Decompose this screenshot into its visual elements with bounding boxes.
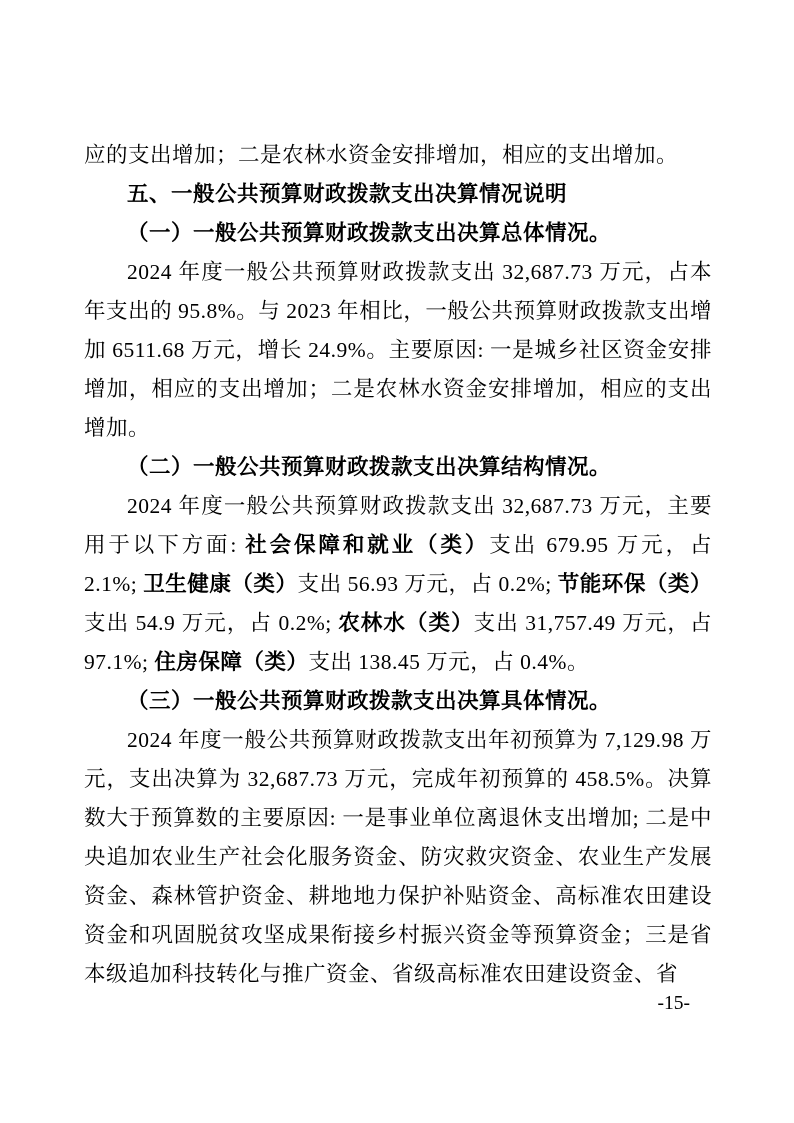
paragraph-structure	[84, 487, 712, 682]
bold-text-run: （三）一般公共预算财政拨款支出决算具体情况。	[127, 689, 612, 713]
bold-text-run: 节能环保（类）	[557, 572, 712, 596]
bold-text-run: 农林水（类）	[338, 611, 474, 635]
bold-text-run: 住房保障（类）	[154, 650, 309, 674]
bold-text-run: 卫生健康（类）	[143, 572, 298, 596]
text-run: 应的支出增加；二是农林水资金安排增加，相应的支出增加。	[84, 143, 679, 167]
bold-text-run: （二）一般公共预算财政拨款支出决算结构情况。	[127, 455, 612, 479]
text-run: 支出 54.9 万元，占 0.2%;	[84, 611, 339, 635]
subsection-heading-5-3	[84, 682, 712, 721]
text-run: 支出 679.95 万元，占 2.1%;	[84, 533, 712, 596]
subsection-heading-5-2	[84, 448, 712, 487]
text-run: 2024 年度一般公共预算财政拨款支出 32,687.73 万元，占本年支出的 95.8%。与 2023 年相比，一般公共预算财政拨款支出增加 6511.68 万元，增长 24.9%。主要原因: 一是城乡社区资金安排增加，相应的支出增加；二是农林水资金安排增加，相应的支出增加。	[84, 260, 712, 440]
paragraph-detail	[84, 721, 712, 994]
subsection-heading-5-1	[84, 214, 712, 253]
bold-text-run: 五、一般公共预算财政拨款支出决算情况说明	[127, 182, 568, 206]
document-text-block	[84, 136, 712, 994]
paragraph-continuation	[84, 136, 712, 175]
text-run: 2024 年度一般公共预算财政拨款支出年初预算为 7,129.98 万元，支出决算为 32,687.73 万元，完成年初预算的 458.5%。决算数大于预算数的主要原因: 一是事业单位离退休支出增加; 二是中央追加农业生产社会化服务资金、防灾救灾资金、农业生产发展资金、森林管护资金、耕地地力保护补贴资金、高标准农田建设资金和巩固脱贫攻坚成果衔接乡村振兴资金等预算资金；三是省本级追加科技转化与推广资金、省级高标准农田建设资金、省	[84, 728, 712, 986]
text-run: 2024 年度一般公共预算财政拨款支出 32,687.73 万元，主要用于以下方面:	[84, 494, 712, 557]
bold-text-run: （一）一般公共预算财政拨款支出决算总体情况。	[127, 221, 612, 245]
text-run: 支出 138.45 万元，占 0.4%。	[308, 650, 589, 674]
text-run: 支出 31,757.49 万元，占 97.1%;	[84, 611, 712, 674]
page-number: -15-	[657, 993, 690, 1014]
bold-text-run: 社会保障和就业（类）	[245, 533, 490, 557]
section-heading-5	[84, 175, 712, 214]
paragraph-overall	[84, 253, 712, 448]
text-run: 支出 56.93 万元，占 0.2%;	[297, 572, 558, 596]
